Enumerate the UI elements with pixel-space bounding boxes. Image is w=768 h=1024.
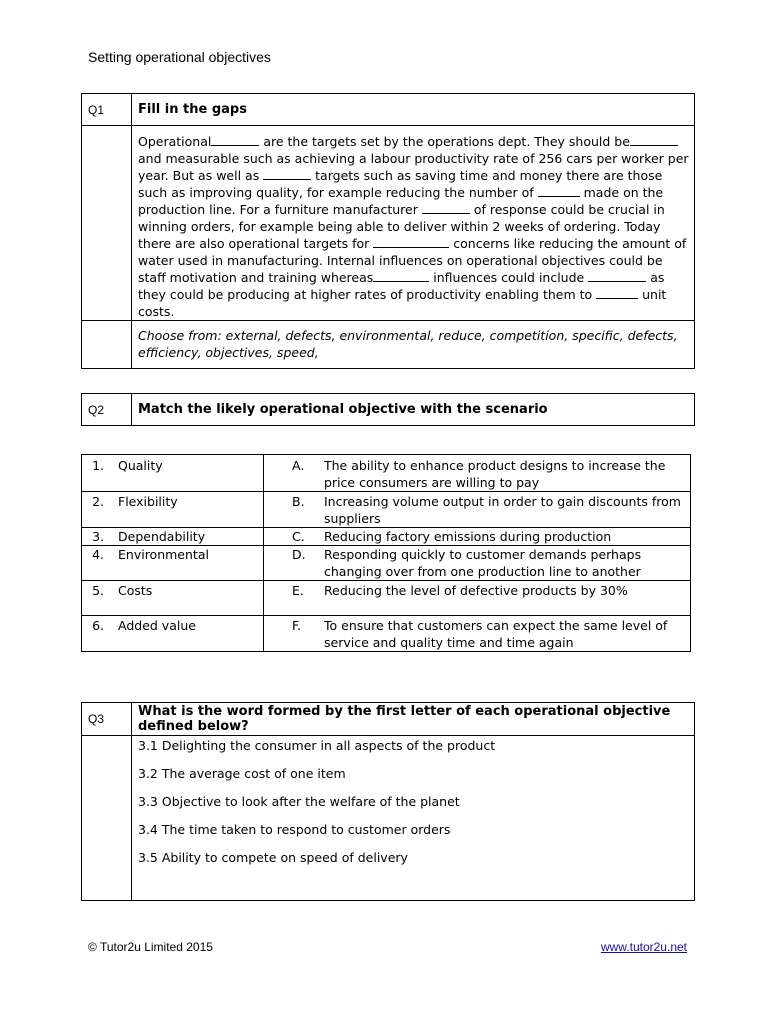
objective-number: 3. (92, 529, 104, 544)
q3-number: Q3 (82, 703, 132, 736)
q3-definitions (132, 736, 695, 901)
q1-heading: Fill in the gaps (132, 94, 695, 126)
objective-number: 6. (92, 618, 104, 633)
page-title: Setting operational objectives (88, 49, 271, 65)
q1-number-cell-2 (82, 321, 132, 369)
match-row (82, 492, 691, 528)
scenario-letter: E. (292, 583, 304, 598)
match-row (82, 581, 691, 616)
q3-number-cell (82, 736, 132, 901)
scenario-text: To ensure that customers can expect the same level of service and quality time and time again (324, 618, 668, 650)
objective-name: Costs (118, 583, 153, 598)
objective-name: Added value (118, 618, 196, 633)
q3-table (81, 702, 695, 901)
q1-number-cell (82, 126, 132, 321)
objective-name: Dependability (118, 529, 206, 544)
objective-name: Flexibility (118, 494, 178, 509)
blank-7[interactable] (373, 269, 429, 282)
definition-item: 3.3 Objective to look after the welfare of the planet (138, 794, 460, 809)
q2-number: Q2 (82, 394, 132, 426)
blank-3[interactable] (263, 167, 311, 180)
scenario-text: Reducing the level of defective products by 30% (324, 583, 628, 598)
objective-name: Environmental (118, 547, 209, 562)
q1-text-9: as they could be producing at higher rates of productivity enabling them to (138, 270, 665, 302)
objective-number: 2. (92, 494, 104, 509)
blank-5[interactable] (422, 201, 470, 214)
scenario-letter: B. (292, 494, 305, 509)
q2-heading: Match the likely operational objective with the scenario (132, 394, 695, 426)
scenario-text: Increasing volume output in order to gain discounts from suppliers (324, 494, 681, 526)
definition-item: 3.5 Ability to compete on speed of delivery (138, 850, 408, 865)
blank-6[interactable] (373, 235, 449, 248)
blank-1[interactable] (211, 133, 259, 146)
q1-text-6: of response could be crucial in winning orders, for example being able to deliver within 2 weeks of ordering. Today there are also operational targets for (138, 202, 665, 251)
blank-8[interactable] (588, 269, 646, 282)
q1-text-2: are the targets set by the operations dept. They should be (259, 134, 630, 149)
blank-4[interactable] (538, 184, 580, 197)
q1-text-3: and measurable such as achieving a labour productivity rate of 256 cars per worker per year. But as well as (138, 151, 689, 183)
scenario-letter: A. (292, 458, 305, 473)
objective-number: 5. (92, 583, 104, 598)
q2-header-table (81, 393, 695, 426)
q1-text-5: made on the production line. For a furniture manufacturer (138, 185, 664, 217)
q2-match-table (81, 454, 691, 652)
match-row (82, 455, 691, 492)
blank-2[interactable] (630, 133, 678, 146)
website-link[interactable]: www.tutor2u.net (600, 940, 687, 954)
objective-number: 4. (92, 547, 104, 562)
blank-9[interactable] (596, 286, 638, 299)
scenario-text: Responding quickly to customer demands perhaps changing over from one production line to another (324, 547, 642, 579)
scenario-text: Reducing factory emissions during production (324, 529, 612, 544)
objective-number: 1. (92, 458, 104, 473)
match-row (82, 616, 691, 652)
definition-item: 3.1 Delighting the consumer in all aspects of the product (138, 738, 496, 753)
q1-number: Q1 (82, 94, 132, 126)
scenario-letter: F. (292, 618, 302, 633)
q1-text-1: Operational (138, 134, 212, 149)
q3-heading: What is the word formed by the first letter of each operational objective defined below? (132, 703, 695, 736)
definition-item: 3.4 The time taken to respond to customer orders (138, 822, 451, 837)
q1-table (81, 93, 695, 369)
q1-passage (132, 126, 695, 321)
copyright: © Tutor2u Limited 2015 (88, 940, 213, 954)
q1-text-7: concerns like reducing the amount of water used in manufacturing. Internal influences on operational objectives could be staff motivation and training whereas (138, 236, 687, 285)
definition-item: 3.2 The average cost of one item (138, 766, 346, 781)
q1-text-4: targets such as saving time and money there are those such as improving quality, for example reducing the number of (138, 168, 663, 200)
q1-text-10: unit costs. (138, 287, 667, 319)
q1-text-8: influences could include (429, 270, 589, 285)
q1-word-bank: Choose from: external, defects, environmental, reduce, competition, specific, defects, efficiency, objectives, speed, (132, 321, 695, 369)
scenario-letter: C. (292, 529, 305, 544)
scenario-text: The ability to enhance product designs to increase the price consumers are willing to pay (324, 458, 666, 490)
objective-name: Quality (118, 458, 163, 473)
match-row (82, 528, 691, 546)
match-row (82, 546, 691, 581)
scenario-letter: D. (292, 547, 306, 562)
